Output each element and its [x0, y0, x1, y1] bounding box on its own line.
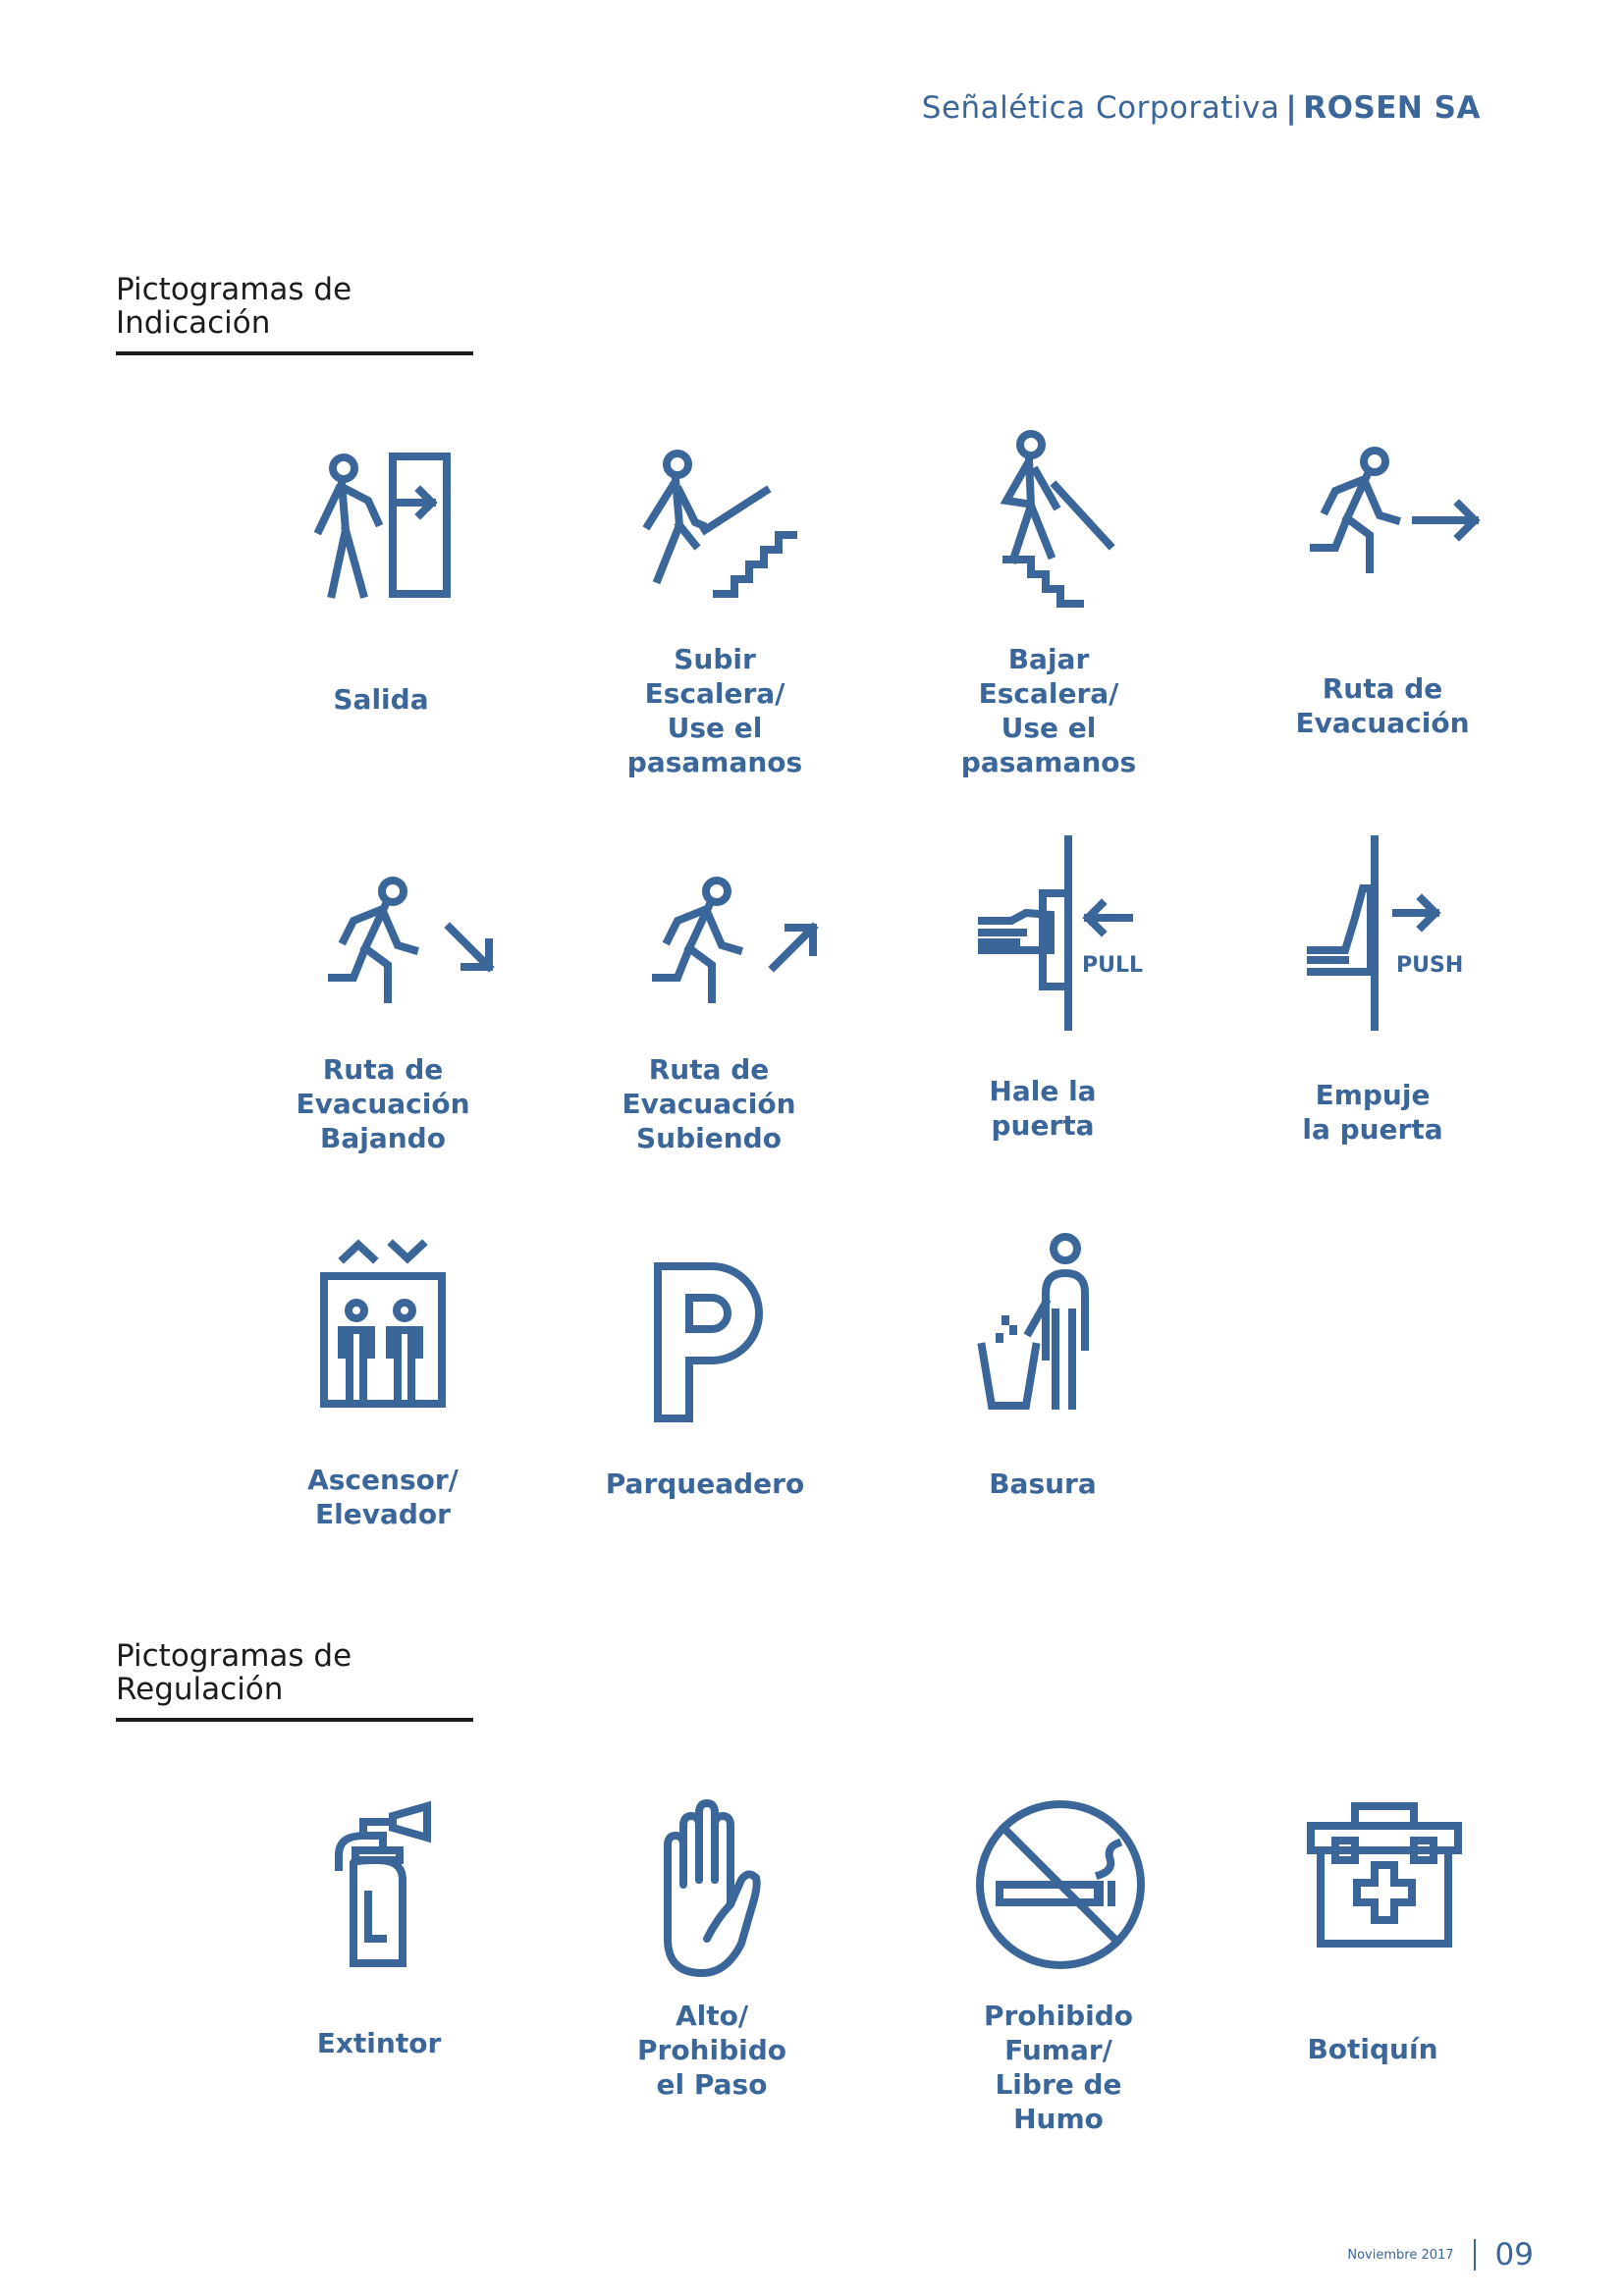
first-aid-kit-icon	[1286, 1796, 1483, 1993]
label-subir-escalera: Subir Escalera/ Use el pasamanos	[626, 643, 803, 778]
stairs-up-icon	[619, 432, 815, 628]
svg-text:PUSH: PUSH	[1396, 953, 1464, 978]
label-empuje-la-puerta: Empuje la puerta	[1302, 1079, 1443, 1146]
section-divider	[116, 351, 473, 355]
footer-divider	[1474, 2239, 1476, 2270]
label-ruta-evacuacion: Ruta de Evacuación	[1295, 672, 1470, 739]
label-ruta-evacuacion-subiendo: Ruta de Evacuación Subiendo	[622, 1053, 796, 1154]
label-hale-la-puerta: Hale la puerta	[989, 1075, 1097, 1142]
label-salida: Salida	[333, 683, 429, 716]
extinguisher-icon	[285, 1796, 481, 1993]
push-door-icon	[1306, 834, 1502, 1031]
trash-icon	[962, 1229, 1159, 1425]
label-alto: Alto/ Prohibido el Paso	[636, 2000, 787, 2101]
document-header	[922, 90, 1481, 126]
document-footer	[1347, 2237, 1534, 2272]
label-parqueadero: Parqueadero	[605, 1468, 805, 1500]
section-title-regulacion: Pictogramas de Regulación	[116, 1638, 352, 1707]
footer-date: Noviembre 2017	[1347, 2247, 1454, 2263]
page-number: 09	[1494, 2237, 1534, 2272]
svg-text:PULL: PULL	[1082, 953, 1144, 978]
label-prohibido-fumar: Prohibido Fumar/ Libre de Humo	[983, 2000, 1134, 2135]
label-ruta-evacuacion-bajando: Ruta de Evacuación Bajando	[296, 1053, 470, 1154]
label-basura: Basura	[989, 1468, 1097, 1500]
section-title-indicacion: Pictogramas de Indicación	[116, 272, 352, 341]
header-separator: |	[1285, 90, 1298, 126]
evacuation-route-down-icon	[314, 864, 511, 1060]
pull-door-icon	[972, 834, 1168, 1031]
no-smoking-icon	[962, 1787, 1159, 1983]
evacuation-route-icon	[1286, 432, 1483, 628]
stop-hand-icon	[619, 1791, 815, 1988]
label-extintor: Extintor	[316, 2027, 442, 2059]
parking-icon	[619, 1247, 815, 1443]
header-brand: ROSEN SA	[1303, 90, 1481, 126]
evacuation-route-up-icon	[638, 864, 835, 1060]
label-ascensor: Ascensor/ Elevador	[307, 1464, 459, 1530]
section-divider	[116, 1718, 473, 1722]
stairs-down-icon	[952, 427, 1149, 623]
label-botiquin: Botiquín	[1307, 2033, 1438, 2065]
exit-icon	[285, 432, 481, 628]
label-bajar-escalera: Bajar Escalera/ Use el pasamanos	[960, 643, 1137, 778]
header-title: Señalética Corporativa	[921, 90, 1280, 126]
elevator-icon	[285, 1237, 481, 1433]
